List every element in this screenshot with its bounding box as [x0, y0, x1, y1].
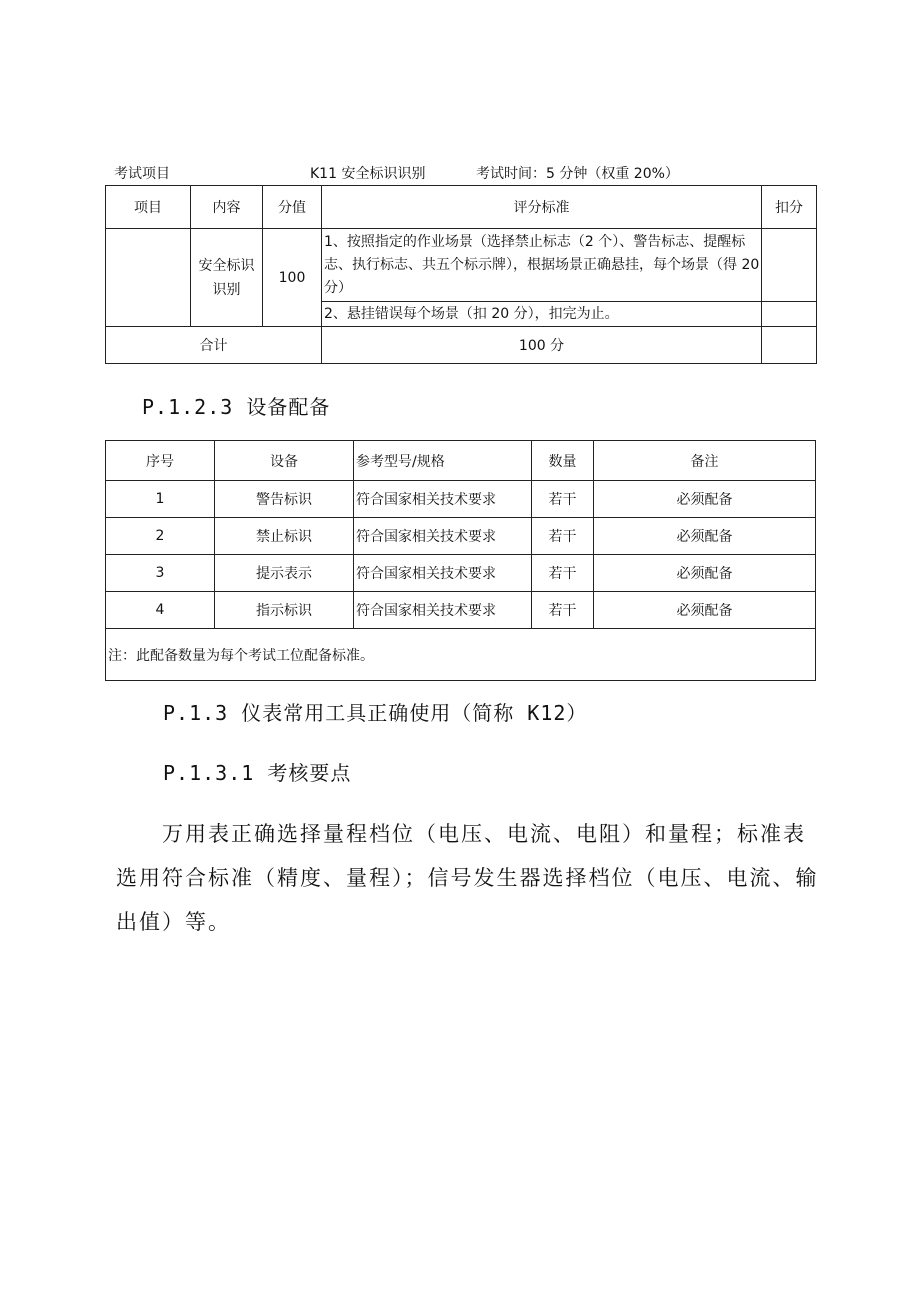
cell-criteria-2: 2、悬挂错误每个场景（扣 20 分），扣完为止。 — [322, 302, 762, 327]
table-row — [106, 555, 816, 592]
scoring-table-header — [106, 186, 817, 229]
cell-remark: 必须配备 — [594, 592, 816, 629]
table-row — [106, 518, 816, 555]
section-k12-title: P.1.3 仪表常用工具正确使用（简称 K12） — [163, 701, 588, 725]
equipment-note: 注：此配备数量为每个考试工位配备标准。 — [106, 629, 816, 681]
section-equipment-title: P.1.2.3 设备配备 — [142, 395, 331, 419]
header-qty: 数量 — [532, 441, 594, 481]
cell-device: 禁止标识 — [215, 518, 354, 555]
cell-qty: 若干 — [532, 481, 594, 518]
cell-deduction-2 — [762, 302, 817, 327]
cell-spec: 符合国家相关技术要求 — [354, 518, 532, 555]
equipment-table — [105, 440, 816, 681]
header-spec: 参考型号/规格 — [354, 441, 532, 481]
total-value: 100 分 — [322, 327, 762, 364]
header-score: 分值 — [263, 186, 322, 229]
section-points-title: P.1.3.1 考核要点 — [163, 761, 352, 785]
cell-spec: 符合国家相关技术要求 — [354, 555, 532, 592]
cell-remark: 必须配备 — [594, 555, 816, 592]
equipment-table-header — [106, 441, 816, 481]
cell-no: 3 — [106, 555, 215, 592]
header-device: 设备 — [215, 441, 354, 481]
cell-spec: 符合国家相关技术要求 — [354, 481, 532, 518]
total-label: 合计 — [106, 327, 322, 364]
cell-score: 100 — [263, 229, 322, 327]
header-item: 项目 — [106, 186, 191, 229]
header-content: 内容 — [191, 186, 263, 229]
scoring-table — [105, 185, 817, 364]
body-paragraph — [116, 812, 826, 944]
cell-criteria-1: 1、按照指定的作业场景（选择禁止标志（2 个）、警告标志、提醒标志、执行标志、共五个标示牌），根据场景正确悬挂，每个场景（得 20 分） — [322, 229, 762, 302]
cell-no: 4 — [106, 592, 215, 629]
exam-time: 考试时间：5 分钟（权重 20%） — [476, 166, 679, 182]
note-row — [106, 629, 816, 681]
table-row — [106, 592, 816, 629]
cell-spec: 符合国家相关技术要求 — [354, 592, 532, 629]
cell-qty: 若干 — [532, 555, 594, 592]
table-row — [106, 481, 816, 518]
cell-qty: 若干 — [532, 592, 594, 629]
cell-no: 1 — [106, 481, 215, 518]
paragraph-text: 万用表正确选择量程档位（电压、电流、电阻）和量程；标准表选用符合标准（精度、量程）；信号发生器选择档位（电压、电流、输出值）等。 — [116, 822, 819, 934]
cell-qty: 若干 — [532, 518, 594, 555]
cell-remark: 必须配备 — [594, 481, 816, 518]
total-deduction — [762, 327, 817, 364]
header-no: 序号 — [106, 441, 215, 481]
header-deduction: 扣分 — [762, 186, 817, 229]
total-row — [106, 327, 817, 364]
exam-item-label: 考试项目 — [114, 166, 170, 182]
cell-device: 警告标识 — [215, 481, 354, 518]
header-remark: 备注 — [594, 441, 816, 481]
table-row — [106, 229, 817, 302]
cell-device: 提示表示 — [215, 555, 354, 592]
cell-remark: 必须配备 — [594, 518, 816, 555]
cell-no: 2 — [106, 518, 215, 555]
cell-content: 安全标识识别 — [191, 229, 263, 327]
cell-device: 指示标识 — [215, 592, 354, 629]
cell-item — [106, 229, 191, 327]
exam-item-name: K11 安全标识识别 — [310, 166, 426, 182]
header-criteria: 评分标准 — [322, 186, 762, 229]
exam-header — [114, 164, 814, 184]
cell-deduction-1 — [762, 229, 817, 302]
